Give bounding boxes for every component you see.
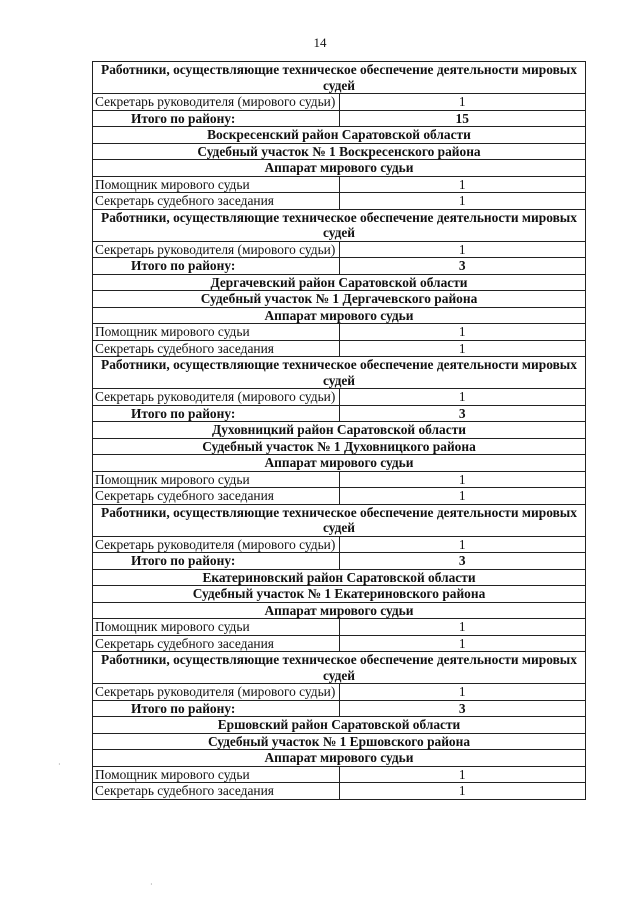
- position-count: 1: [339, 471, 586, 488]
- position-count: 1: [339, 684, 586, 701]
- position-row: [93, 635, 586, 652]
- position-count: 1: [339, 635, 586, 652]
- group-header-text: Воскресенский район Саратовской области: [93, 127, 586, 144]
- position-row: [93, 488, 586, 505]
- section-header-text: Работники, осуществляющие техническое обеспечение деятельности мировых судей: [93, 652, 586, 684]
- position-label: Помощник мирового судьи: [93, 766, 340, 783]
- group-header-text: Судебный участок № 1 Екатериновского района: [93, 586, 586, 603]
- position-count: 1: [339, 783, 586, 800]
- position-row: [93, 536, 586, 553]
- staff-table-body: [93, 62, 586, 800]
- total-label: Итого по району:: [93, 553, 340, 570]
- group-header-row: [93, 422, 586, 439]
- group-header-text: Аппарат мирового судьи: [93, 750, 586, 767]
- section-header-row: [93, 62, 586, 94]
- group-header-text: Судебный участок № 1 Воскресенского района: [93, 143, 586, 160]
- position-count: 1: [339, 193, 586, 210]
- section-header-row: [93, 652, 586, 684]
- group-header-row: [93, 455, 586, 472]
- position-row: [93, 241, 586, 258]
- position-label: Помощник мирового судьи: [93, 619, 340, 636]
- total-value: 3: [339, 258, 586, 275]
- total-row: [93, 700, 586, 717]
- total-label: Итого по району:: [93, 700, 340, 717]
- position-count: 1: [339, 176, 586, 193]
- total-row: [93, 553, 586, 570]
- group-header-row: [93, 127, 586, 144]
- total-value: 3: [339, 553, 586, 570]
- position-label: Секретарь судебного заседания: [93, 783, 340, 800]
- position-count: 1: [339, 619, 586, 636]
- section-header-row: [93, 504, 586, 536]
- position-row: [93, 783, 586, 800]
- position-row: [93, 324, 586, 341]
- total-row: [93, 405, 586, 422]
- section-header-text: Работники, осуществляющие техническое обеспечение деятельности мировых судей: [93, 62, 586, 94]
- total-row: [93, 110, 586, 127]
- group-header-row: [93, 438, 586, 455]
- total-value: 3: [339, 700, 586, 717]
- position-label: Помощник мирового судьи: [93, 471, 340, 488]
- group-header-row: [93, 717, 586, 734]
- total-value: 15: [339, 110, 586, 127]
- position-label: Секретарь руководителя (мирового судьи): [93, 241, 340, 258]
- position-row: [93, 766, 586, 783]
- group-header-text: Аппарат мирового судьи: [93, 160, 586, 177]
- group-header-text: Дергачевский район Саратовской области: [93, 274, 586, 291]
- position-label: Секретарь руководителя (мирового судьи): [93, 536, 340, 553]
- group-header-row: [93, 143, 586, 160]
- position-label: Секретарь руководителя (мирового судьи): [93, 94, 340, 111]
- position-row: [93, 94, 586, 111]
- group-header-row: [93, 160, 586, 177]
- position-row: [93, 684, 586, 701]
- group-header-text: Судебный участок № 1 Духовницкого района: [93, 438, 586, 455]
- total-label: Итого по району:: [93, 405, 340, 422]
- group-header-text: Духовницкий район Саратовской области: [93, 422, 586, 439]
- section-header-row: [93, 357, 586, 389]
- position-label: Секретарь руководителя (мирового судьи): [93, 389, 340, 406]
- position-row: [93, 389, 586, 406]
- position-label: Секретарь судебного заседания: [93, 340, 340, 357]
- position-label: Секретарь руководителя (мирового судьи): [93, 684, 340, 701]
- group-header-text: Аппарат мирового судьи: [93, 455, 586, 472]
- group-header-row: [93, 569, 586, 586]
- position-count: 1: [339, 488, 586, 505]
- group-header-row: [93, 733, 586, 750]
- group-header-row: [93, 602, 586, 619]
- total-label: Итого по району:: [93, 258, 340, 275]
- position-label: Секретарь судебного заседания: [93, 193, 340, 210]
- position-count: 1: [339, 536, 586, 553]
- scan-speck: ·: [150, 880, 153, 889]
- position-count: 1: [339, 766, 586, 783]
- position-row: [93, 471, 586, 488]
- group-header-text: Судебный участок № 1 Ершовского района: [93, 733, 586, 750]
- group-header-row: [93, 586, 586, 603]
- section-header-text: Работники, осуществляющие техническое обеспечение деятельности мировых судей: [93, 357, 586, 389]
- position-row: [93, 619, 586, 636]
- group-header-text: Ершовский район Саратовской области: [93, 717, 586, 734]
- position-count: 1: [339, 389, 586, 406]
- scan-speck: ·: [58, 760, 61, 769]
- position-count: 1: [339, 340, 586, 357]
- section-header-row: [93, 209, 586, 241]
- position-label: Секретарь судебного заседания: [93, 635, 340, 652]
- group-header-text: Екатериновский район Саратовской области: [93, 569, 586, 586]
- section-header-text: Работники, осуществляющие техническое обеспечение деятельности мировых судей: [93, 504, 586, 536]
- position-row: [93, 176, 586, 193]
- group-header-row: [93, 750, 586, 767]
- position-count: 1: [339, 94, 586, 111]
- position-row: [93, 340, 586, 357]
- group-header-text: Аппарат мирового судьи: [93, 307, 586, 324]
- group-header-row: [93, 291, 586, 308]
- section-header-text: Работники, осуществляющие техническое обеспечение деятельности мировых судей: [93, 209, 586, 241]
- total-label: Итого по району:: [93, 110, 340, 127]
- total-row: [93, 258, 586, 275]
- page-number: 14: [313, 35, 327, 50]
- group-header-text: Аппарат мирового судьи: [93, 602, 586, 619]
- group-header-row: [93, 274, 586, 291]
- staff-table: [92, 61, 586, 800]
- position-count: 1: [339, 241, 586, 258]
- position-label: Секретарь судебного заседания: [93, 488, 340, 505]
- group-header-row: [93, 307, 586, 324]
- position-label: Помощник мирового судьи: [93, 176, 340, 193]
- total-value: 3: [339, 405, 586, 422]
- group-header-text: Судебный участок № 1 Дергачевского района: [93, 291, 586, 308]
- position-count: 1: [339, 324, 586, 341]
- position-label: Помощник мирового судьи: [93, 324, 340, 341]
- position-row: [93, 193, 586, 210]
